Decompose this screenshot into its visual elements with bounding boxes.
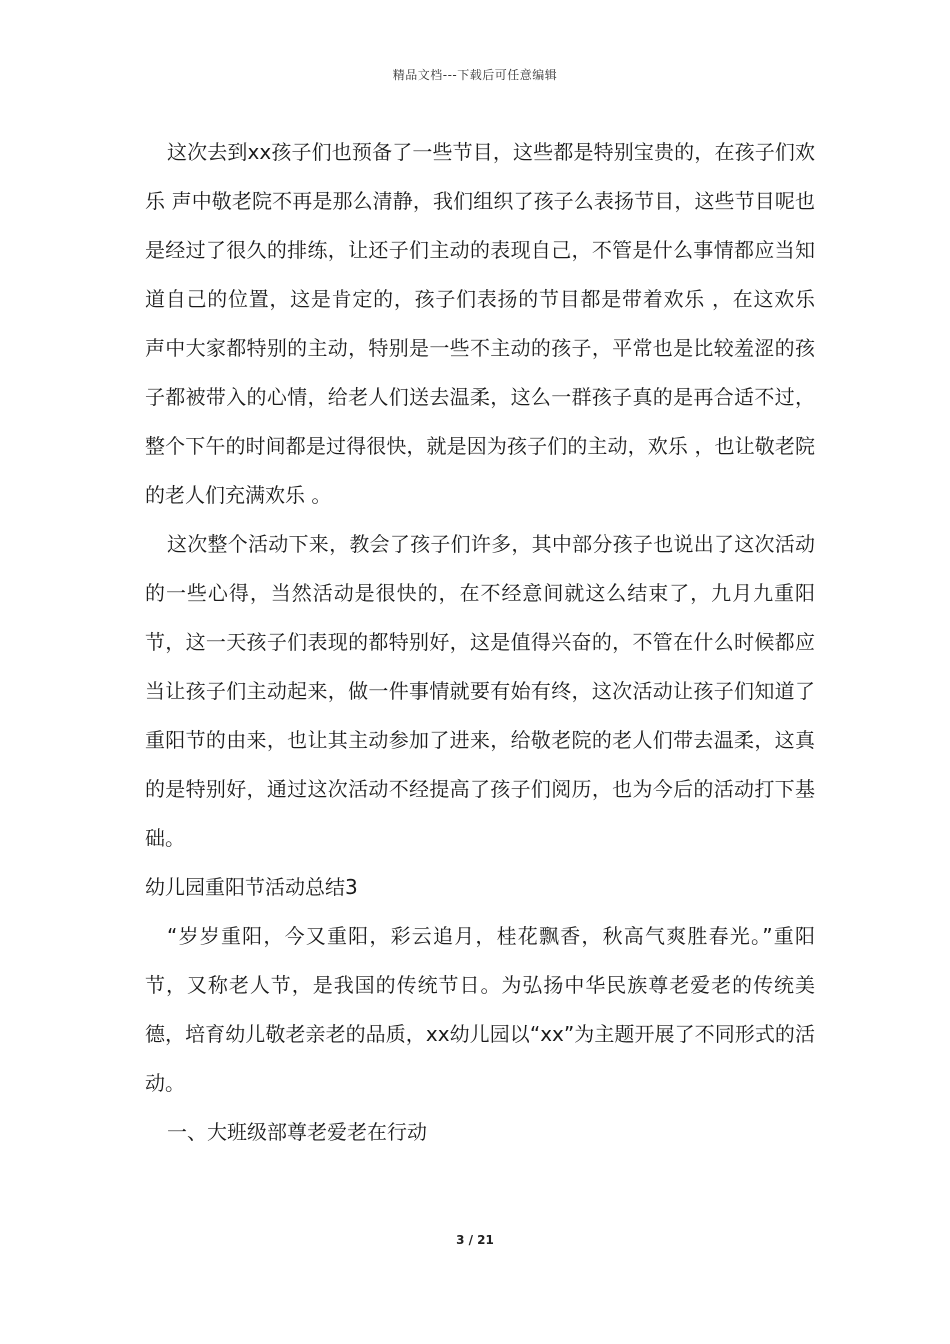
document-body	[145, 128, 815, 1157]
paragraph-2: 这次整个活动下来，教会了孩子们许多，其中部分孩子也说出了这次活动的一些心得，当然活动是很快的，在不经意间就这么结束了，九月九重阳节，这一天孩子们表现的都特别好，这是值得兴奋的，不管在什么时候都应当让孩子们主动起来，做一件事情就要有始有终，这次活动让孩子们知道了重阳节的由来，也让其主动参加了进来，给敬老院的老人们带去温柔，这真的是特别好，通过这次活动不经提高了孩子们阅历，也为今后的活动打下基础。	[145, 532, 815, 850]
paragraph-1: 这次去到xx孩子们也预备了一些节目，这些都是特别宝贵的，在孩子们欢乐 声中敬老院不再是那么清静，我们组织了孩子么表扬节目，这些节目呢也是经过了很久的排练，让还子们主动的表现自己，不管是什么事情都应当知道自己的位置，这是肯定的，孩子们表扬的节目都是带着欢乐 ，在这欢乐 声中大家都特别的主动，特别是一些不主动的孩子，平常也是比较羞涩的孩子都被带入的心情，给老人们送去温柔，这么一群孩子真的是再合适不过，整个下午的时间都是过得很快，就是因为孩子们的主动，欢乐 ，也让敬老院的老人们充满欢乐 。	[145, 140, 815, 507]
page-number: 3 / 21	[456, 1233, 494, 1247]
paragraph-4: 一、大班级部尊老爱老在行动	[167, 1120, 427, 1144]
paragraph-3: “岁岁重阳，今又重阳，彩云追月，桂花飘香，秋高气爽胜春光。”重阳节，又称老人节，是我国的传统节日。为弘扬中华民族尊老爱老的传统美德，培育幼儿敬老亲老的品质，xx幼儿园以“xx”为主题开展了不同形式的活动。	[145, 924, 815, 1095]
page-header: 精品文档---下载后可任意编辑	[392, 68, 558, 82]
section-heading: 幼儿园重阳节活动总结3	[145, 875, 358, 899]
